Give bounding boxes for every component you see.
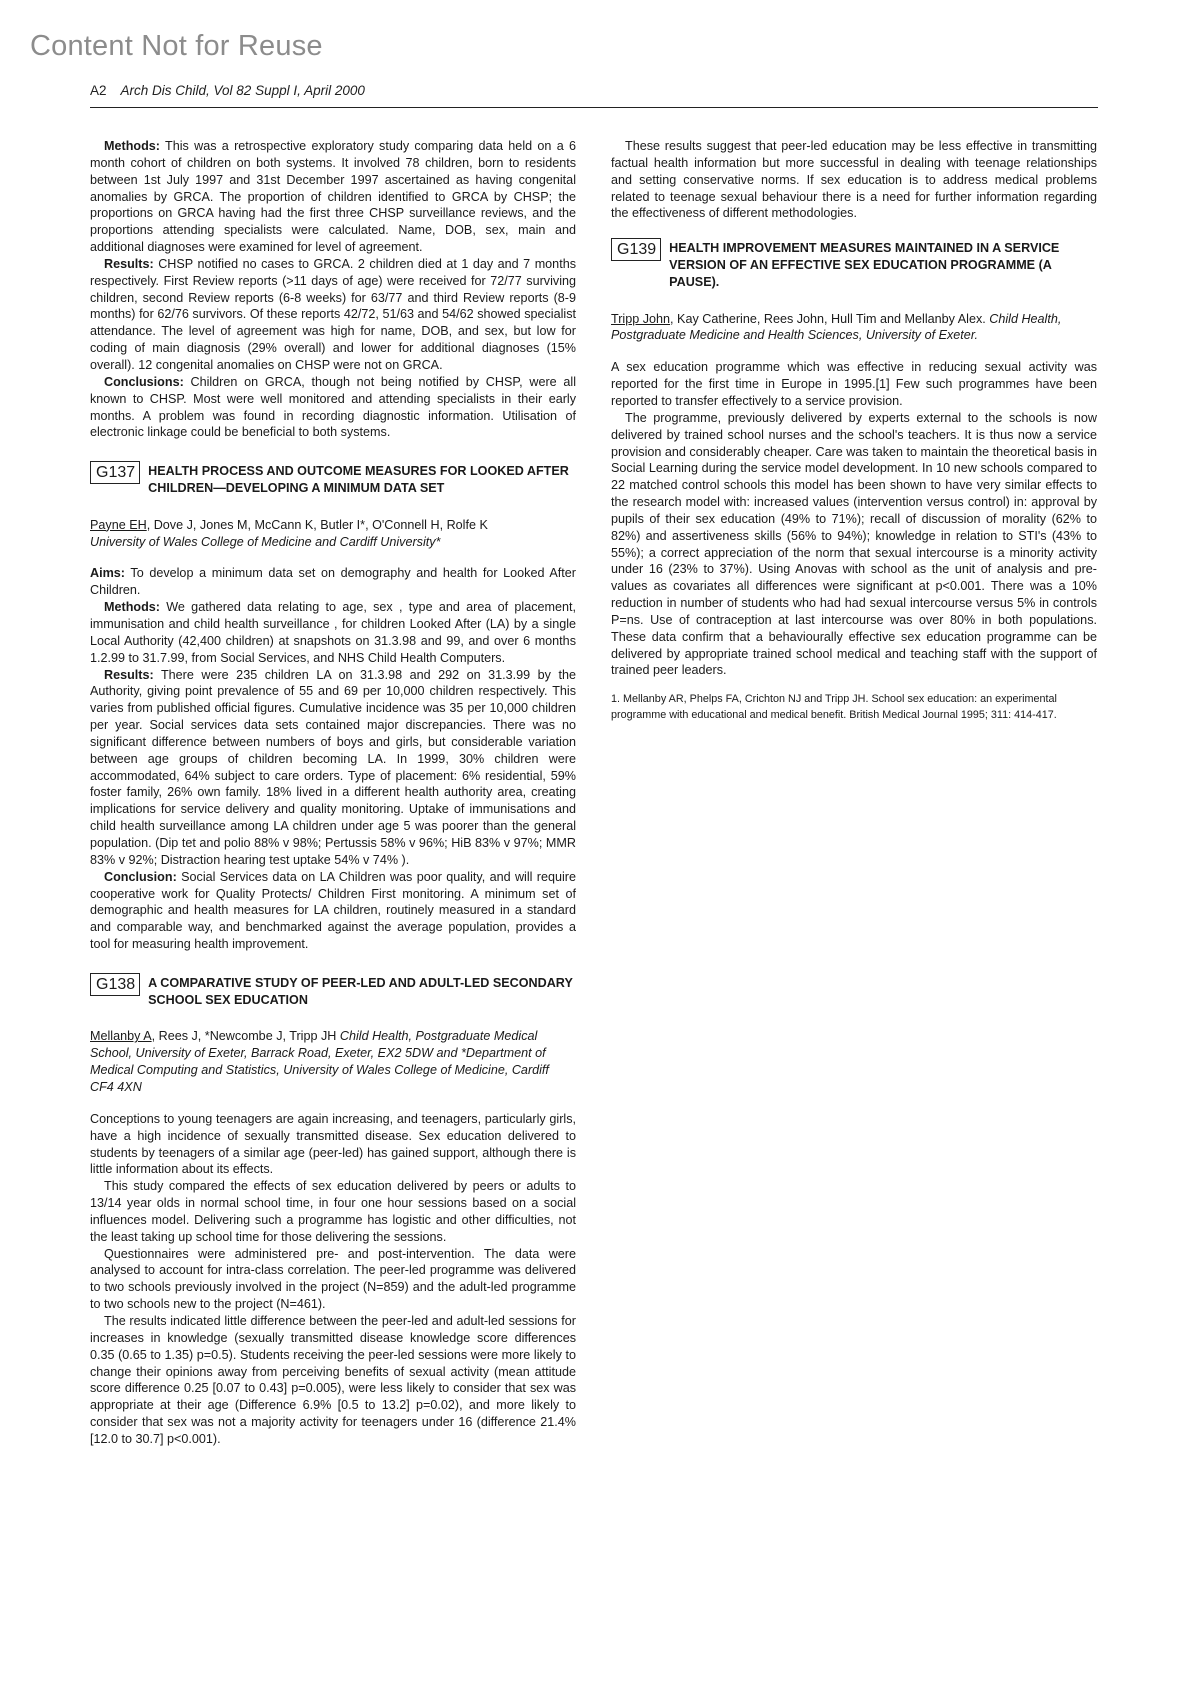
authors: Payne EH, Dove J, Jones M, McCann K, Butler I*, O'Connell H, Rolfe K (90, 517, 488, 532)
abstract-heading-g139 (611, 238, 1097, 290)
abstract-title: HEALTH IMPROVEMENT MEASURES MAINTAINED IN A SERVICE VERSION OF AN EFFECTIVE SEX EDUCATION PROGRAMME (A PAUSE). (669, 241, 1060, 289)
affiliation: University of Wales College of Medicine and Cardiff University* (90, 534, 441, 549)
results-paragraph: Results: There were 235 children LA on 31.3.98 and 292 on 31.3.99 by the Authority, giving point prevalence of 55 and 69 per 10,000 children respectively. This varies from published official figures. Cumulative incidence was 35 per 10,000 children per year. Social services data sets contained major discrepancies. There was no significant difference between numbers of boys and girls, but considerable variation between age groups of children becoming LA. In 1999, 30% children were accommodated, 64% subject to care orders. Type of placement: 6% residential, 59% foster family, 26% own family. 18% lived in a different health authority area, creating implications for service delivery and quality monitoring. Uptake of immunisations and child health surveillance among LA children under age 5 was poorer than the general population. (Dip tet and polio 88% v 98%; Pertussis 58% v 96%; HiB 83% v 97%; MMR 83% v 92%; Distraction hearing test uptake 54% v 74% ). (90, 667, 576, 867)
authors: Tripp John, Kay Catherine, Rees John, Hull Tim and Mellanby Alex. Child Health, Postgraduate Medicine and Health Sciences, University of Exeter. (611, 311, 1062, 343)
body-paragraph: These results suggest that peer-led education may be less effective in transmitting factual health information but more successful in dealing with teenage relationships and setting conservative norms. If sex education is to address medical problems related to teenage sexual behaviour there is a need for further information regarding the effectiveness of different methodologies. (611, 139, 1097, 221)
journal-citation: Arch Dis Child, Vol 82 Suppl I, April 2000 (120, 83, 365, 98)
authors: Mellanby A, Rees J, *Newcombe J, Tripp JH Child Health, Postgraduate Medical School, University of Exeter, Barrack Road, Exeter, EX2 5DW and *Department of Medical Computing and Statistics, University of Wales College of Medicine, Cardiff CF4 4XN (90, 1029, 549, 1094)
reference-item: 1. Mellanby AR, Phelps FA, Crichton NJ and Tripp JH. School sex education: an experimental programme with educational and medical benefit. British Medical Journal 1995; 311: 414-417. (611, 693, 1057, 722)
abstract-id: G139 (611, 238, 661, 261)
conclusion-paragraph: Conclusion: Social Services data on LA Children was poor quality, and will require cooperative work for Quality Protects/ Children First monitoring. A minimum set of demographic and health measures for LA children, routinely measured in a standard and comparable way, and benchmarked against the average population, provides a tool for measuring health improvement. (90, 869, 576, 952)
running-head (90, 83, 365, 98)
body-paragraph: This study compared the effects of sex education delivered by peers or adults to 13/14 year olds in normal school time, in four one hour sessions based on a social influences model. Delivering such a programme has logistic and other difficulties, not the least taking up school time for those delivering the sessions. (90, 1179, 576, 1244)
left-column (90, 138, 576, 1448)
body-paragraph: Questionnaires were administered pre- and post-intervention. The data were analysed to account for intra-class correlation. The peer-led programme was delivered to two schools previously involved in the project (N=859) and the adult-led programme to two schools new to the project (N=461). (90, 1246, 576, 1312)
header-rule (90, 107, 1098, 108)
abstract-heading-g137 (90, 461, 576, 497)
body-paragraph: The results indicated little difference between the peer-led and adult-led sessions for increases in knowledge (sexually transmitted disease knowledge score differences 0.35 (0.65 to 1.35) p=0.5). Students receiving the peer-led sessions were more likely to change their opinions away from perceiving benefits of sexual activity (mean attitude score difference 0.25 [0.07 to 0.43] p=0.005), were less likely to consider that sex was appropriate at their age (Difference 6.9% [0.5 to 13.2] p=0.02), and more likely to consider that sex was not a majority activity for teenagers under 16 (difference 21.4% [12.0 to 30.7] p<0.001). (90, 1313, 576, 1446)
watermark: Content Not for Reuse (30, 30, 323, 62)
abstract-heading-g138 (90, 973, 576, 1009)
conclusions-paragraph: Conclusions: Children on GRCA, though not being notified by CHSP, were all known to CHSP. Most were well monitored and attending specialists in their early months. A problem was found in recording diagnostic information. Utilisation of electronic linkage could be beneficial to both systems. (90, 374, 576, 440)
abstract-title: A COMPARATIVE STUDY OF PEER-LED AND ADULT-LED SECONDARY SCHOOL SEX EDUCATION (148, 975, 573, 1007)
abstract-title: HEALTH PROCESS AND OUTCOME MEASURES FOR LOOKED AFTER CHILDREN—DEVELOPING A MINIMUM DATA SET (148, 464, 569, 495)
abstract-id: G138 (90, 973, 140, 996)
aims-paragraph: Aims: To develop a minimum data set on demography and health for Looked After Children. (90, 566, 576, 598)
page-number: A2 (90, 83, 107, 98)
body-paragraph: A sex education programme which was effective in reducing sexual activity was reported for the first time in Europe in 1995.[1] Few such programmes have been reported to transfer effectively to a service provision. (611, 360, 1097, 408)
abstract-id: G137 (90, 461, 140, 484)
body-paragraph: Conceptions to young teenagers are again increasing, and teenagers, particularly girls, have a high incidence of sexually transmitted disease. Sex education delivered to students by teenagers of a similar age (peer-led) has gained support, although there is little information about its effects. (90, 1111, 576, 1177)
methods-paragraph: Methods: This was a retrospective exploratory study comparing data held on a 6 month cohort of children on both systems. It involved 78 children, born to residents between 1st July 1997 and 31st December 1997 ascertained as having congenital anomalies by GRCA. The proportion of children identified to GRCA by CHSP; the proportions on GRCA having had the first three CHSP surveillance reviews, and the proportions attending specialists were calculated. Name, DOB, sex, main and additional diagnoses were examined for level of agreement. (90, 139, 576, 255)
body-paragraph: The programme, previously delivered by experts external to the schools is now delivered by trained school nurses and the school's teachers. It is thus now a service provision and considerably cheaper. Care was taken to maintain the theoretical basis in Social Learning during the service model development. In 10 new schools compared to 22 matched control schools this model has been shown to have very similar effects to the research model with: increased values (intervention versus control) in: approval by pupils of their sex education (49% to 71%); recall of discussion of morality (62% to 82%) and assertiveness skills (56% to 94%); knowledge in relation to STI's (43% to 55%); a correct appreciation of the norm that sexual intercourse is a minority activity under 16 (23% to 37%). Using Anovas with school as the unit of analysis and pre-values as covariates all differences were significant at p<0.001. There was a 10% reduction in number of students who had had sexual intercourse versus 5% in controls P=ns. Use of contraception at last intercourse was over 80% in both populations. These data confirm that a behaviourally effective sex education programme can be delivered by appropriate trained school medical and teaching staff with the support of trained peer leaders. (611, 410, 1097, 678)
right-column (611, 138, 1097, 723)
methods-paragraph: Methods: We gathered data relating to age, sex , type and area of placement, immunisation and child health surveillance , for children Looked After (LA) by a single Local Authority (42,400 children) at snapshots on 31.3.98 and 99, and over 6 months 1.2.99 to 31.7.99, from Social Services, and NHS Child Health Computers. (90, 600, 576, 665)
results-paragraph: Results: CHSP notified no cases to GRCA. 2 children died at 1 day and 7 months respectively. First Review reports (>11 days of age) were received for 72/77 surviving children, second Review reports (6-8 weeks) for 63/77 and third Review reports (8-9 months) for 62/76 survivors. Of these reports 42/72, 51/63 and 54/62 showed specialist attendance. The level of agreement was high for name, DOB, and sex, but low for coding of main diagnosis (29% overall) and lower for additional diagnoses (15% overall). 12 congenital anomalies on CHSP were not on GRCA. (90, 256, 576, 372)
